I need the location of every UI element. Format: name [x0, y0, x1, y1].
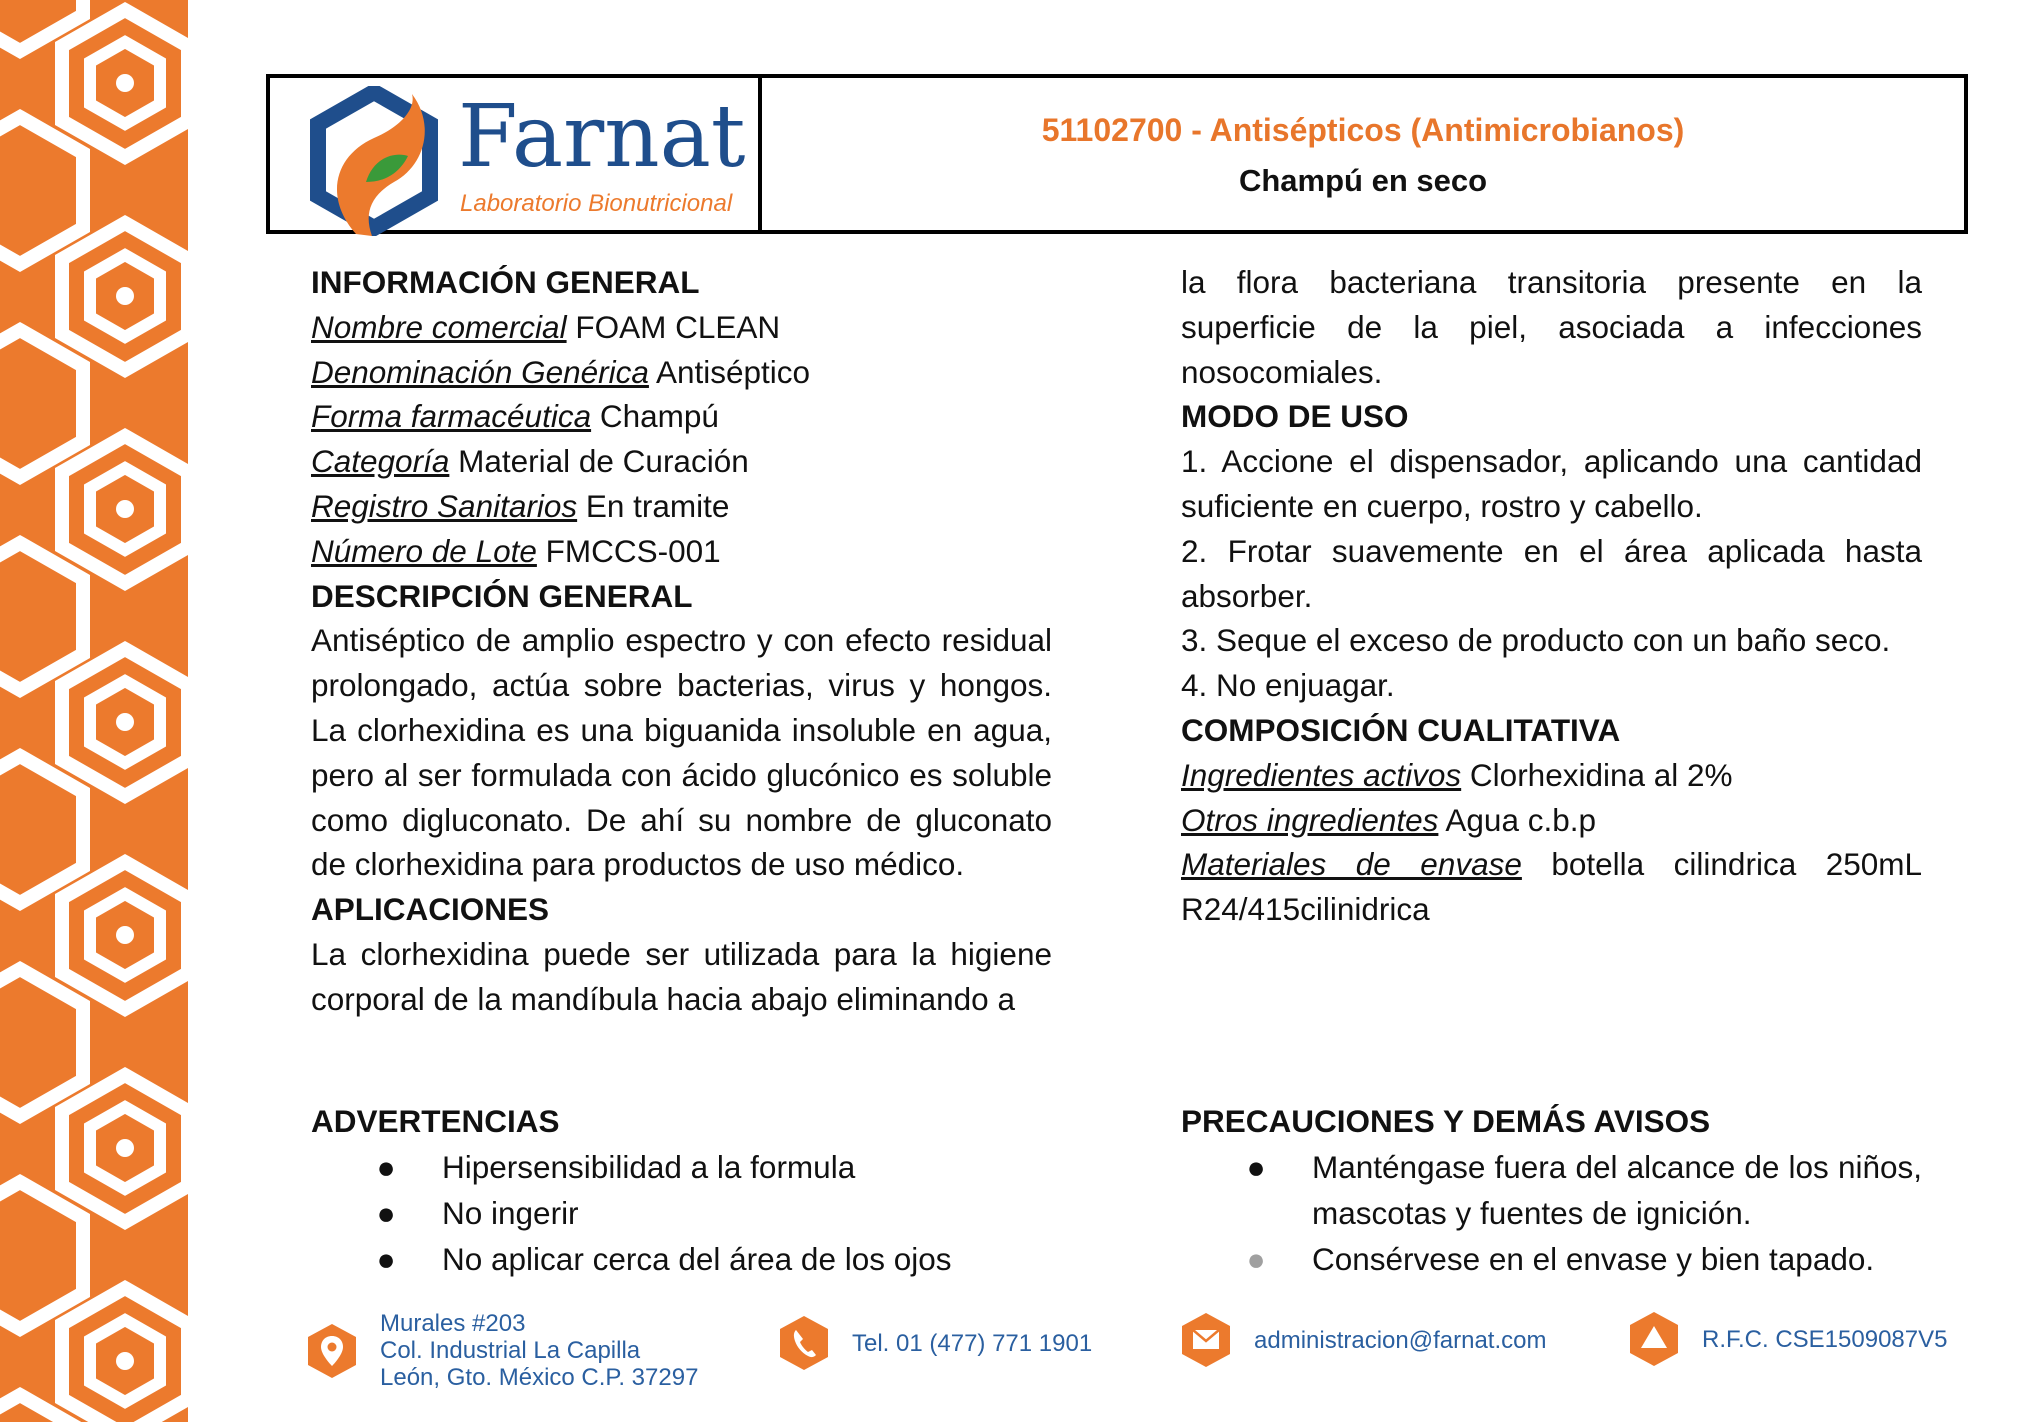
footer-email: [1180, 1311, 1546, 1369]
usage-heading: MODO DE USO: [1181, 398, 1409, 435]
field-label: Denominación Genérica: [311, 353, 649, 390]
bullet-icon: ●: [376, 1195, 396, 1231]
field-row: [311, 484, 1052, 529]
logo-wordmark: Farnat: [458, 87, 746, 187]
field-row: [1181, 798, 1922, 843]
list-item: [1181, 1236, 1922, 1282]
bullet-icon: ●: [1246, 1241, 1266, 1277]
field-label: Forma farmacéutica: [311, 398, 592, 435]
precautions-section: [1181, 1098, 1922, 1282]
list-item: [311, 1190, 1052, 1236]
field-row: [1181, 842, 1922, 932]
field-row: [311, 394, 1052, 439]
logo-area: [270, 78, 762, 230]
applications-text-continued: la flora bacteriana transitoria presente en la superficie de la piel, asociada a infecciones nosocomiales.: [1181, 264, 1922, 390]
list-item-text: Manténgase fuera del alcance de los niños, mascotas y fuentes de ignición.: [1312, 1149, 1922, 1231]
usage-step: 1. Accione el dispensador, aplicando una cantidad suficiente en cuerpo, rostro y cabello.: [1181, 443, 1922, 524]
warnings-heading: ADVERTENCIAS: [311, 1103, 560, 1139]
rfc-text: R.F.C. CSE1509087V5: [1702, 1325, 1948, 1353]
warnings-section: [311, 1098, 1052, 1282]
list-item-text: No ingerir: [442, 1195, 579, 1231]
field-value: botella cilindrica 250mL R24/415cilinidrica: [1181, 846, 1923, 928]
location-pin-icon: [306, 1322, 358, 1380]
address-line: Murales #203: [380, 1310, 526, 1337]
precautions-list: [1181, 1144, 1922, 1282]
list-item: [1181, 1144, 1922, 1236]
bullet-icon: ●: [1246, 1149, 1266, 1185]
bullet-icon: ●: [376, 1149, 396, 1185]
composition-heading: COMPOSICIÓN CUALITATIVA: [1181, 711, 1621, 748]
right-column: [1181, 260, 1922, 932]
usage-step: 3. Seque el exceso de producto con un baño seco.: [1181, 622, 1891, 659]
footer-address: [306, 1310, 698, 1391]
email-text: administracion@farnat.com: [1254, 1326, 1547, 1354]
description-heading: DESCRIPCIÓN GENERAL: [311, 577, 693, 614]
envelope-icon: [1180, 1311, 1232, 1369]
phone-icon: [778, 1314, 830, 1372]
decorative-side-band: [0, 0, 188, 1422]
list-item-text: No aplicar cerca del área de los ojos: [442, 1241, 952, 1277]
title-area: [762, 78, 1964, 230]
field-label: Otros ingredientes: [1181, 801, 1439, 838]
field-value: FMCCS-001: [536, 532, 721, 569]
field-row: [311, 439, 1052, 484]
bullet-icon: ●: [376, 1241, 396, 1277]
field-value: FOAM CLEAN: [566, 308, 781, 345]
warnings-list: [311, 1144, 1052, 1282]
warning-triangle-icon: [1628, 1310, 1680, 1368]
field-row: [311, 305, 1052, 350]
description-text: Antiséptico de amplio espectro y con efecto residual prolongado, actúa sobre bacterias, virus y hongos. La clorhexidina es una biguanida insoluble en agua, pero al ser formulada con ácido glucónico es soluble como digluconato. De ahí su nombre de gluconato de clorhexidina para productos de uso médico.: [311, 622, 1052, 883]
phone-text: Tel. 01 (477) 771 1901: [852, 1329, 1093, 1357]
field-value: Clorhexidina al 2%: [1461, 756, 1733, 793]
logo-tagline: Laboratorio Bionutricional: [460, 190, 733, 217]
footer-rfc: [1628, 1310, 1947, 1368]
applications-heading: APLICACIONES: [311, 891, 550, 928]
field-value: Champú: [591, 398, 719, 435]
farnat-logo-icon: [304, 86, 444, 236]
footer-phone: [778, 1314, 1092, 1372]
address-line: Col. Industrial La Capilla: [380, 1337, 641, 1364]
list-item: [311, 1144, 1052, 1190]
document-header: [266, 74, 1968, 234]
left-column: [311, 260, 1052, 1022]
field-value: Agua c.b.p: [1438, 801, 1597, 838]
field-row: [311, 529, 1052, 574]
hexagon-pattern: [0, 0, 188, 1422]
field-value: En tramite: [577, 487, 730, 524]
usage-step: 4. No enjuagar.: [1181, 667, 1395, 704]
applications-text: La clorhexidina puede ser utilizada para la higiene corporal de la mandíbula hacia abajo eliminando a: [311, 935, 1052, 1017]
field-label: Registro Sanitarios: [311, 487, 578, 524]
field-row: [311, 350, 1052, 395]
field-label: Materiales de envase: [1181, 846, 1522, 883]
field-row: [1181, 753, 1922, 798]
list-item-text: Hipersensibilidad a la formula: [442, 1149, 856, 1185]
classification-title: 51102700 - Antisépticos (Antimicrobianos): [1041, 112, 1685, 148]
list-item: [311, 1236, 1052, 1282]
field-label: Número de Lote: [311, 532, 537, 569]
product-title: Champú en seco: [1238, 163, 1488, 198]
field-label: Ingredientes activos: [1181, 756, 1462, 793]
address-block: [380, 1310, 698, 1391]
field-value: Antiséptico: [648, 353, 811, 390]
list-item-text: Consérvese en el envase y bien tapado.: [1312, 1241, 1875, 1277]
precautions-heading: PRECAUCIONES Y DEMÁS AVISOS: [1181, 1103, 1711, 1139]
field-label: Categoría: [311, 443, 450, 480]
field-label: Nombre comercial: [311, 308, 567, 345]
field-value: Material de Curación: [449, 443, 749, 480]
usage-step: 2. Frotar suavemente en el área aplicada hasta absorber.: [1181, 532, 1922, 614]
general-info-heading: INFORMACIÓN GENERAL: [311, 264, 700, 300]
address-line: León, Gto. México C.P. 37297: [380, 1364, 699, 1391]
